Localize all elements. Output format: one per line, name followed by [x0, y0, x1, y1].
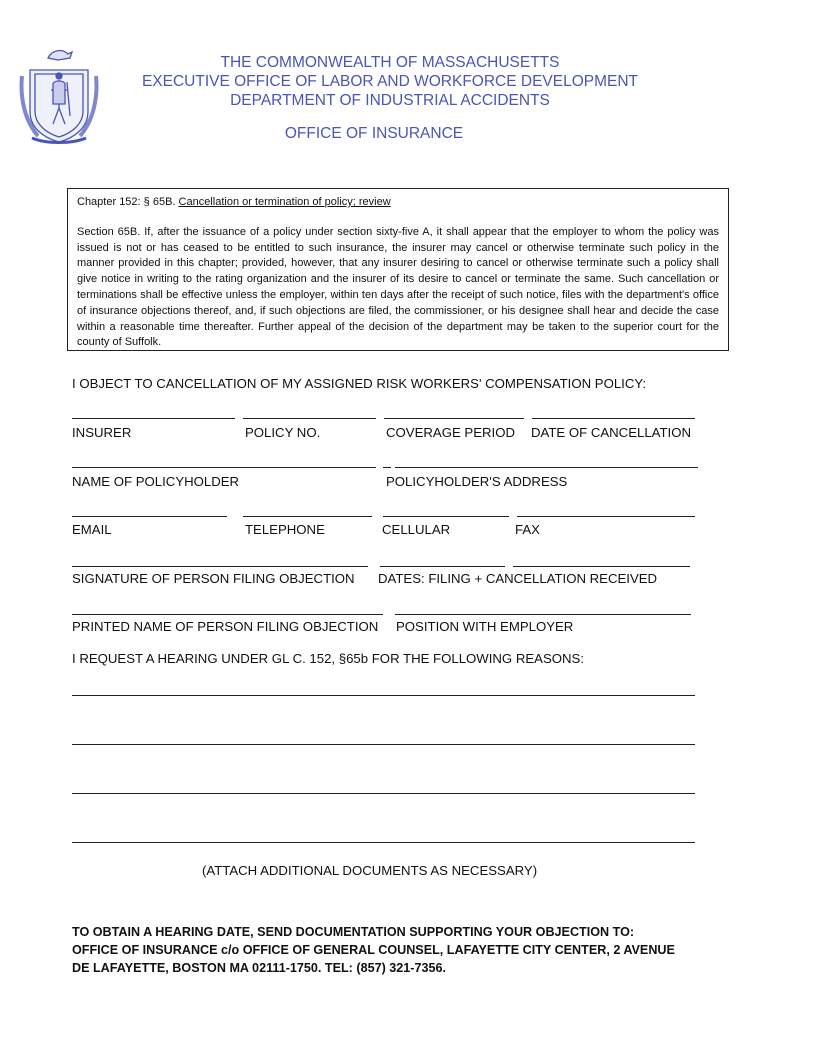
policy-no-field[interactable]	[243, 418, 376, 419]
filing-date-field[interactable]	[380, 566, 505, 567]
executive-office-title: EXECUTIVE OFFICE OF LABOR AND WORKFORCE DEVELOPMENT	[141, 73, 639, 90]
policyholder-name-label: NAME OF POLICYHOLDER	[72, 474, 240, 489]
position-field[interactable]	[395, 614, 691, 615]
law-excerpt-box	[67, 188, 729, 351]
reason-line-2[interactable]	[72, 744, 695, 745]
telephone-field[interactable]	[243, 516, 372, 517]
date-of-cancellation-field[interactable]	[532, 418, 695, 419]
fax-label: FAX	[515, 522, 540, 537]
reason-line-1[interactable]	[72, 695, 695, 696]
telephone-label: TELEPHONE	[245, 522, 325, 537]
reason-line-4[interactable]	[72, 842, 695, 843]
attach-note: (ATTACH ADDITIONAL DOCUMENTS AS NECESSARY)	[202, 863, 538, 878]
law-body: Section 65B. If, after the issuance of a policy under section sixty-five A, it shall appear that the employer to whom the policy was issued is not or has ceased to be entitled to such insurance, the insurer may cancel or otherwise terminate such policy in the manner provided in this chapter; provided, however, that any insurer desiring to cancel or otherwise terminate such a policy shall give notice in writing to the rating organization and the insurer of its desire to cancel or terminate the same. Such cancellation or terminations shall be effective unless the employer, within ten days after the receipt of such notice, files with the department's office of insurance objections thereof, and, if such objections are filed, the commissioner, or his designee shall hear and decide the case within a reasonable time thereafter. Further appeal of the decision of the department may be taken to the superior court for the county of Suffolk.	[77, 225, 719, 349]
footer-instructions: TO OBTAIN A HEARING DATE, SEND DOCUMENTATION SUPPORTING YOUR OBJECTION TO:	[72, 925, 635, 939]
policyholder-address-label: POLICYHOLDER'S ADDRESS	[386, 474, 568, 489]
coverage-period-field[interactable]	[384, 418, 524, 419]
email-label: EMAIL	[72, 522, 112, 537]
office-title: OFFICE OF INSURANCE	[284, 125, 464, 142]
hearing-request-statement: I REQUEST A HEARING UNDER GL C. 152, §65b FOR THE FOLLOWING REASONS:	[72, 651, 585, 666]
signature-label: SIGNATURE OF PERSON FILING OBJECTION	[72, 571, 355, 586]
coverage-period-label: COVERAGE PERIOD	[386, 425, 515, 440]
cellular-label: CELLULAR	[382, 522, 451, 537]
insurer-label: INSURER	[72, 425, 132, 440]
insurer-field[interactable]	[72, 418, 235, 419]
law-caption-prefix: Chapter 152: § 65B.	[77, 196, 176, 208]
cellular-field[interactable]	[383, 516, 509, 517]
fax-field[interactable]	[517, 516, 695, 517]
department-title: DEPARTMENT OF INDUSTRIAL ACCIDENTS	[230, 92, 550, 109]
position-label: POSITION WITH EMPLOYER	[396, 619, 574, 634]
printed-name-field[interactable]	[72, 614, 383, 615]
dates-label: DATES: FILING + CANCELLATION RECEIVED	[378, 571, 658, 586]
policyholder-address-field[interactable]	[395, 467, 698, 468]
email-field[interactable]	[72, 516, 227, 517]
signature-field[interactable]	[72, 566, 368, 567]
footer-address-line-1: OFFICE OF INSURANCE c/o OFFICE OF GENERAL COUNSEL, LAFAYETTE CITY CENTER, 2 AVENUE	[72, 943, 675, 957]
objection-statement: I OBJECT TO CANCELLATION OF MY ASSIGNED RISK WORKERS' COMPENSATION POLICY:	[72, 376, 647, 391]
commonwealth-title: THE COMMONWEALTH OF MASSACHUSETTS	[220, 54, 560, 71]
law-caption-title: Cancellation or termination of policy; review	[178, 196, 391, 208]
cancellation-received-date-field[interactable]	[513, 566, 690, 567]
date-of-cancellation-label: DATE OF CANCELLATION	[531, 425, 691, 440]
footer-address-line-2: DE LAFAYETTE, BOSTON MA 02111-1750. TEL: (857) 321-7356.	[72, 961, 446, 975]
policy-no-label: POLICY NO.	[245, 425, 321, 440]
policyholder-name-field[interactable]	[72, 467, 376, 468]
massachusetts-seal-icon	[18, 46, 100, 144]
field-separator	[383, 467, 391, 468]
reason-line-3[interactable]	[72, 793, 695, 794]
printed-name-label: PRINTED NAME OF PERSON FILING OBJECTION	[72, 619, 379, 634]
law-caption	[77, 195, 719, 211]
